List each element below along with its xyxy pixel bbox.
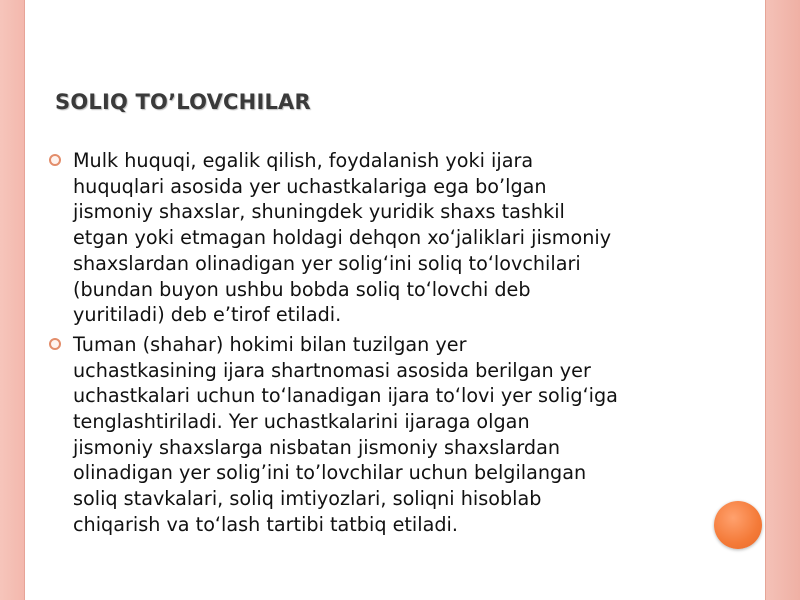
bullet-circle-icon <box>49 154 61 166</box>
text-line: yuritiladi) deb e’tirof etiladi. <box>73 303 342 327</box>
bullet-list <box>49 148 689 542</box>
text-line: jismoniy shaxslar, shuningdek yuridik shaxs tashkil <box>73 200 565 224</box>
left-decorative-strip <box>0 0 24 600</box>
text-line: tenglashtiriladi. Yer uchastkalarini ijaraga olgan <box>73 410 530 434</box>
orange-circle-decoration <box>714 501 762 549</box>
text-line: etgan yoki etmagan holdagi dehqon xo‘jaliklari jismoniy <box>73 226 612 250</box>
text-line: jismoniy shaxslarga nisbatan jismoniy shaxslardan <box>73 435 560 459</box>
text-line: uchastkalari uchun to‘lanadigan ijara to‘lovi yer solig‘iga <box>73 384 618 408</box>
bullet-text <box>73 332 689 538</box>
bullet-text <box>73 148 689 328</box>
text-line: shaxslardan olinadigan yer solig‘ini soliq to‘lovchilari <box>73 251 581 275</box>
text-line: soliq stavkalari, soliq imtiyozlari, soliqni hisoblab <box>73 487 542 511</box>
text-line: Tuman (shahar) hokimi bilan tuzilgan yer <box>73 332 467 356</box>
text-line: uchastkasining ijara shartnomasi asosida berilgan yer <box>73 358 591 382</box>
text-line: Mulk huquqi, egalik qilish, foydalanish yoki ijara <box>73 149 534 172</box>
bullet-item <box>49 332 689 538</box>
right-decorative-strip <box>766 0 800 600</box>
text-line: huquqlari asosida yer uchastkalariga ega bo’lgan <box>73 174 547 198</box>
text-line: olinadigan yer solig’ini to’lovchilar uchun belgilangan <box>73 461 587 485</box>
bullet-item <box>49 148 689 328</box>
text-line: chiqarish va to‘lash tartibi tatbiq etiladi. <box>73 512 458 536</box>
bullet-circle-icon <box>49 338 61 350</box>
slide-canvas <box>24 0 766 600</box>
slide-title: SOLIQ TO’LOVCHILAR <box>55 90 311 114</box>
text-line: (bundan buyon ushbu bobda soliq to‘lovchi deb <box>73 277 531 301</box>
